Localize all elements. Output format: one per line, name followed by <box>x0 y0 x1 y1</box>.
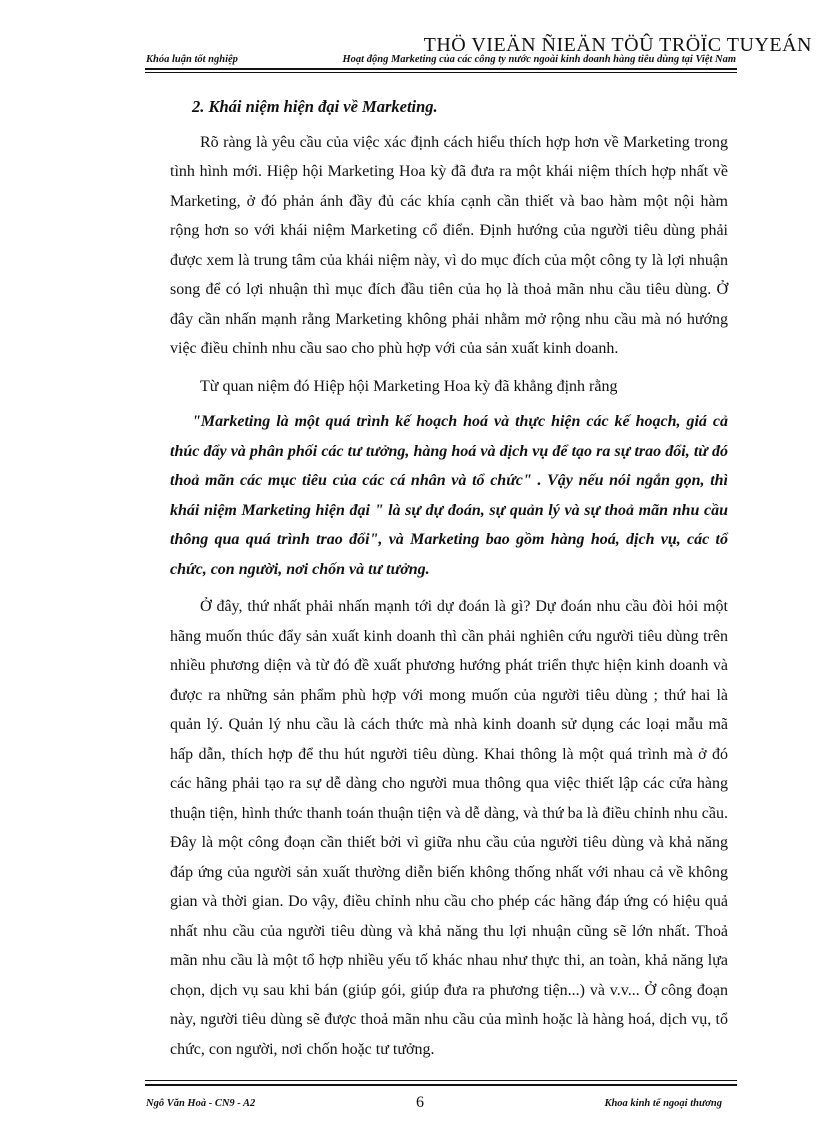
footer-author: Ngô Văn Hoà - CN9 - A2 <box>146 1098 256 1109</box>
watermark-text: THÖ VIEÄN ÑIEÄN TÖÛ TRÖÏC TUYEÁN <box>423 34 812 56</box>
definition-quote: "Marketing là một quá trình kế hoạch hoá và thực hiện các kế hoạch, giá cả thúc đẩy và phân phối các tư tưởng, hàng hoá và dịch vụ để tạo ra sự trao đổi, từ đó thoả mãn các mục tiêu của các cá nhân và tổ chức" . Vậy nếu nói ngắn gọn, thì khái niệm Marketing hiện đại " là sự dự đoán, sự quản lý và sự thoả mãn nhu cầu thông qua quá trình trao đổi", và Marketing bao gồm hàng hoá, dịch vụ, các tổ chức, con người, nơi chốn và tư tưởng. <box>170 413 728 578</box>
page-number: 6 <box>416 1094 424 1111</box>
page-header <box>146 54 736 65</box>
paragraph-3: Ở đây, thứ nhất phải nhấn mạnh tới dự đoán là gì? Dự đoán nhu cầu đòi hỏi một hãng muốn thúc đẩy sản xuất kinh doanh thì cần phải nghiên cứu người tiêu dùng trên nhiều phương diện và từ đó đề xuất phương hướng phát triển thực hiện kinh doanh và được ra những sản phẩm phù hợp với mong muốn của người tiêu dùng ; thứ hai là quản lý. Quản lý nhu cầu là cách thức mà nhà kinh doanh sử dụng các loại mẫu mã hấp dẫn, thích hợp để thu hút người tiêu dùng. Khai thông là một quá trình mà ở đó các hãng phải tạo ra sự dễ dàng cho người mua thông qua việc thiết lập các cửa hàng thuận tiện, hình thức thanh toán thuận tiện và dễ dàng, và thứ ba là điều chỉnh nhu cầu. Đây là một công đoạn cần thiết bởi vì giữa nhu cầu của người tiêu dùng và khả năng đáp ứng của người sản xuất thường diễn biến không thống nhất với nhau cả về không gian và thời gian. Do vậy, điều chỉnh nhu cầu cho phép các hãng đáp ứng có hiệu quả nhất nhu cầu của người tiêu dùng và khả năng thu lợi nhuận cũng sẽ lớn nhất. Thoả mãn nhu cầu là một tổ hợp nhiều yếu tố khác nhau như thực thi, an toàn, khả năng lựa chọn, dịch vụ sau khi bán (giúp gói, giúp đưa ra phương tiện...) và v.v... Ở công đoạn này, người tiêu dùng sẽ được thoả mãn nhu cầu của mình hoặc là hàng hoá, dịch vụ, tổ chức, con người, nơi chốn hoặc tư tưởng. <box>170 598 728 1058</box>
document-body <box>170 92 728 1064</box>
section-heading: 2. Khái niệm hiện đại về Marketing. <box>192 97 438 116</box>
paragraph-2: Từ quan niệm đó Hiệp hội Marketing Hoa kỳ đã khẳng định rằng <box>200 377 618 395</box>
footer-faculty: Khoa kinh tế ngoại thương <box>604 1098 722 1109</box>
paragraph-1: Rõ ràng là yêu cầu của việc xác định cách hiểu thích hợp hơn về Marketing trong tình hình mới. Hiệp hội Marketing Hoa kỳ đã đưa ra một khái niệm thích hợp nhất về Marketing, ở đó phản ánh đầy đủ các khía cạnh cần thiết và bao hàm một nội hàm rộng hơn so với khái niệm Marketing cổ điển. Định hướng của người tiêu dùng phải được xem là trung tâm của khái niệm này, vì do mục đích của một công ty là lợi nhuận song để có lợi nhuận thì mục đích đầu tiên của họ là thoả mãn nhu cầu tiêu dùng. Ở đây cần nhấn mạnh rằng Marketing không phải nhằm mở rộng nhu cầu mà nó hướng việc điều chỉnh nhu cầu sao cho phù hợp với của sản xuất kinh doanh. <box>170 133 728 357</box>
footer-rule <box>145 1084 737 1086</box>
footer-rule-thin <box>145 1080 737 1081</box>
header-rule <box>145 68 737 70</box>
header-left-text: Khóa luận tốt nghiệp <box>146 54 238 65</box>
header-rule-thin <box>145 72 737 73</box>
header-right-text: Hoạt động Marketing của các công ty nước ngoài kinh doanh hàng tiêu dùng tại Việt Nam <box>342 54 736 65</box>
